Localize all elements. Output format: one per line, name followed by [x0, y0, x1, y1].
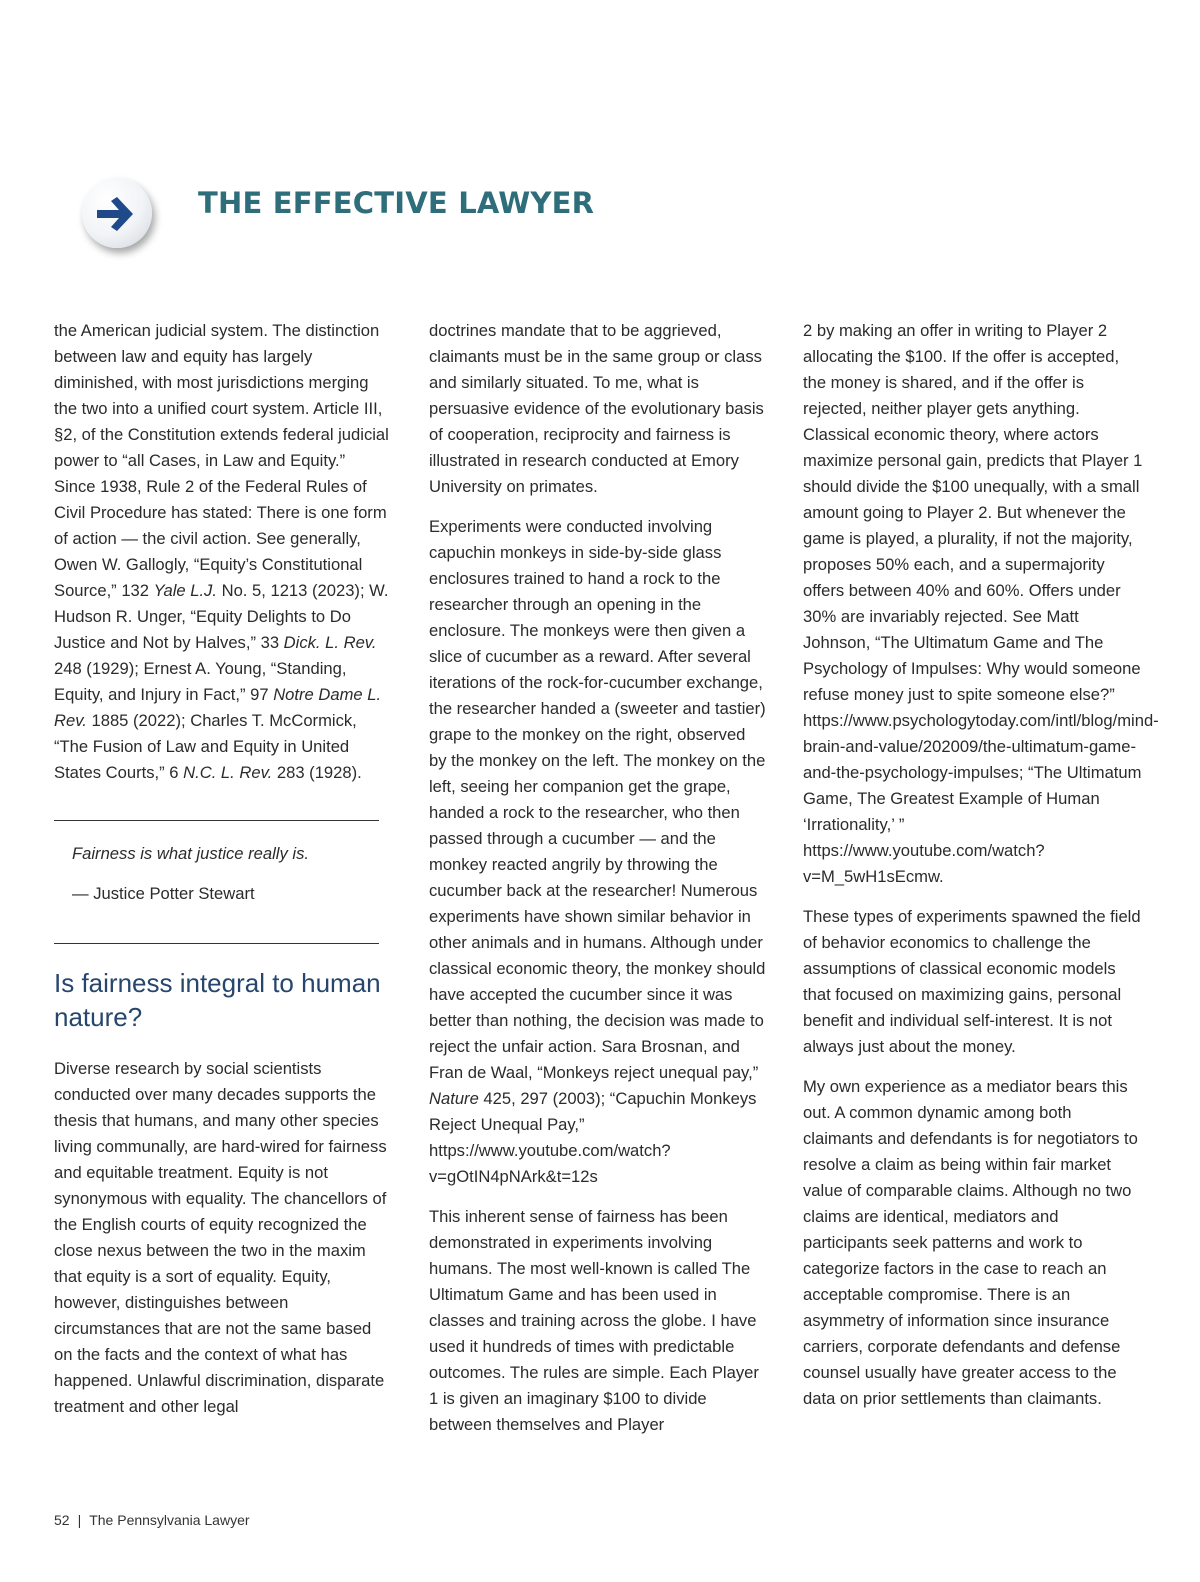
paragraph: the American judicial system. The distinction between law and equity has largely diminished, with most jurisdictions merging the two into a unified court system. Article III, §2, of the Constitution extends federal judicial power to “all Cases, in Law and Equity.” Since 1938, Rule 2 of the Federal Rules of Civil Procedure has stated: There is one form of action — the civil action. See generally, Owen W. Gallogly, “Equity’s Constitutional Source,” 132 Yale L.J. No. 5, 1213 (2023); W. Hudson R. Unger, “Equity Delights to Do Justice and Not by Halves,” 33 Dick. L. Rev. 248 (1929); Ernest A. Young, “Standing, Equity, and Injury in Fact,” 97 Notre Dame L. Rev. 1885 (2022); Charles T. McCormick, “The Fusion of Law and Equity in United States Courts,” 6 N.C. L. Rev. 283 (1928). [54, 321, 389, 782]
paragraph: Experiments were conducted involving capuchin monkeys in side-by-side glass enclosures trained to hand a rock to the researcher through an opening in the enclosure. The monkeys were then given a slice of cucumber as a reward. After several iterations of the rock-for-cucumber exchange, the researcher handed a (sweeter and tastier) grape to the monkey on the right, observed by the monkey on the left. The monkey on the left, seeing her companion get the grape, handed a rock to the researcher, who then passed through a cucumber — and the monkey reacted angrily by throwing the cucumber back at the researcher! Numerous experiments have shown similar behavior in other animals and in humans. Although under classical economic theory, the monkey should have accepted the cucumber since it was better than nothing, the decision was made to reject the unfair action. Sara Brosnan, and Fran de Waal, “Monkeys reject unequal pay,” Nature 425, 297 (2003); “Capuchin Monkeys Reject Unequal Pay,” https://www.youtube.com/watch?v=gOtIN4pNArk&t=12s [429, 517, 766, 1186]
column-3 [803, 318, 1159, 1426]
paragraph: 2 by making an offer in writing to Player 2 allocating the $100. If the offer is accepted, the money is shared, and if the offer is rejected, neither player gets anything. Classical economic theory, where actors maximize personal gain, predicts that Player 1 should divide the $100 unequally, with a small amount going to Player 2. But whenever the game is played, a plurality, if not the majority, proposes 50% each, and a supermajority offers between 40% and 60%. Offers under 30% are invariably rejected. See Matt Johnson, “The Ultimatum Game and The Psychology of Impulses: Why would someone refuse money just to spite someone else?” https://www.psychologytoday.com/intl/blog/mind-brain-and-value/202009/the-ultimatum-game-and-the-psychology-impulses; “The Ultimatum Game, The Greatest Example of Human ‘Irrationality,’ ” https://www.youtube.com/watch?v=M_5wH1sEcmw. [803, 321, 1159, 886]
publication-name: The Pennsylvania Lawyer [89, 1512, 250, 1528]
subheading: Is fairness integral to human nature? [54, 968, 381, 1032]
paragraph: This inherent sense of fairness has been demonstrated in experiments involving humans. The most well-known is called The Ultimatum Game and has been used in classes and training across the globe. I have used it hundreds of times with predictable outcomes. The rules are simple. Each Player 1 is given an imaginary $100 to divide between themselves and Player [429, 1207, 759, 1434]
quote-text: Fairness is what justice really is. [72, 844, 309, 863]
page-number: 52 [54, 1512, 70, 1528]
pull-quote [54, 821, 390, 943]
arrow-right-icon [82, 178, 152, 248]
quote-attribution: — Justice Potter Stewart [72, 884, 255, 903]
column-1 [54, 318, 390, 1434]
footer-separator: | [77, 1512, 82, 1528]
page-footer [54, 1512, 250, 1528]
section-header [80, 176, 780, 252]
paragraph: My own experience as a mediator bears this out. A common dynamic among both claimants and defendants is for negotiators to resolve a claim as being within fair market value of comparable claims. Although no two claims are identical, mediators and participants seek patterns and work to categorize factors in the case to reach an acceptable compromise. There is an asymmetry of information since insurance carriers, corporate defendants and defense counsel usually have greater access to the data on prior settlements than claimants. [803, 1077, 1138, 1408]
section-title: THE EFFECTIVE LAWYER [198, 186, 595, 220]
paragraph: doctrines mandate that to be aggrieved, claimants must be in the same group or class and similarly situated. To me, what is persuasive evidence of the evolutionary basis of cooperation, reciprocity and fairness is illustrated in research conducted at Emory University on primates. [429, 321, 764, 496]
paragraph: These types of experiments spawned the field of behavior economics to challenge the assumptions of classical economic models that focused on maximizing gains, personal benefit and individual self-interest. It is not always just about the money. [803, 907, 1141, 1056]
column-2 [429, 318, 767, 1452]
paragraph: Diverse research by social scientists conducted over many decades supports the thesis that humans, and many other species living communally, are hard-wired for fairness and equitable treatment. Equity is not synonymous with equality. The chancellors of the English courts of equity recognized the close nexus between the two in the maxim that equity is a sort of equality. Equity, however, distinguishes between circumstances that are not the same based on the facts and the context of what has happened. Unlawful discrimination, disparate treatment and other legal [54, 1059, 387, 1416]
divider [54, 943, 379, 944]
